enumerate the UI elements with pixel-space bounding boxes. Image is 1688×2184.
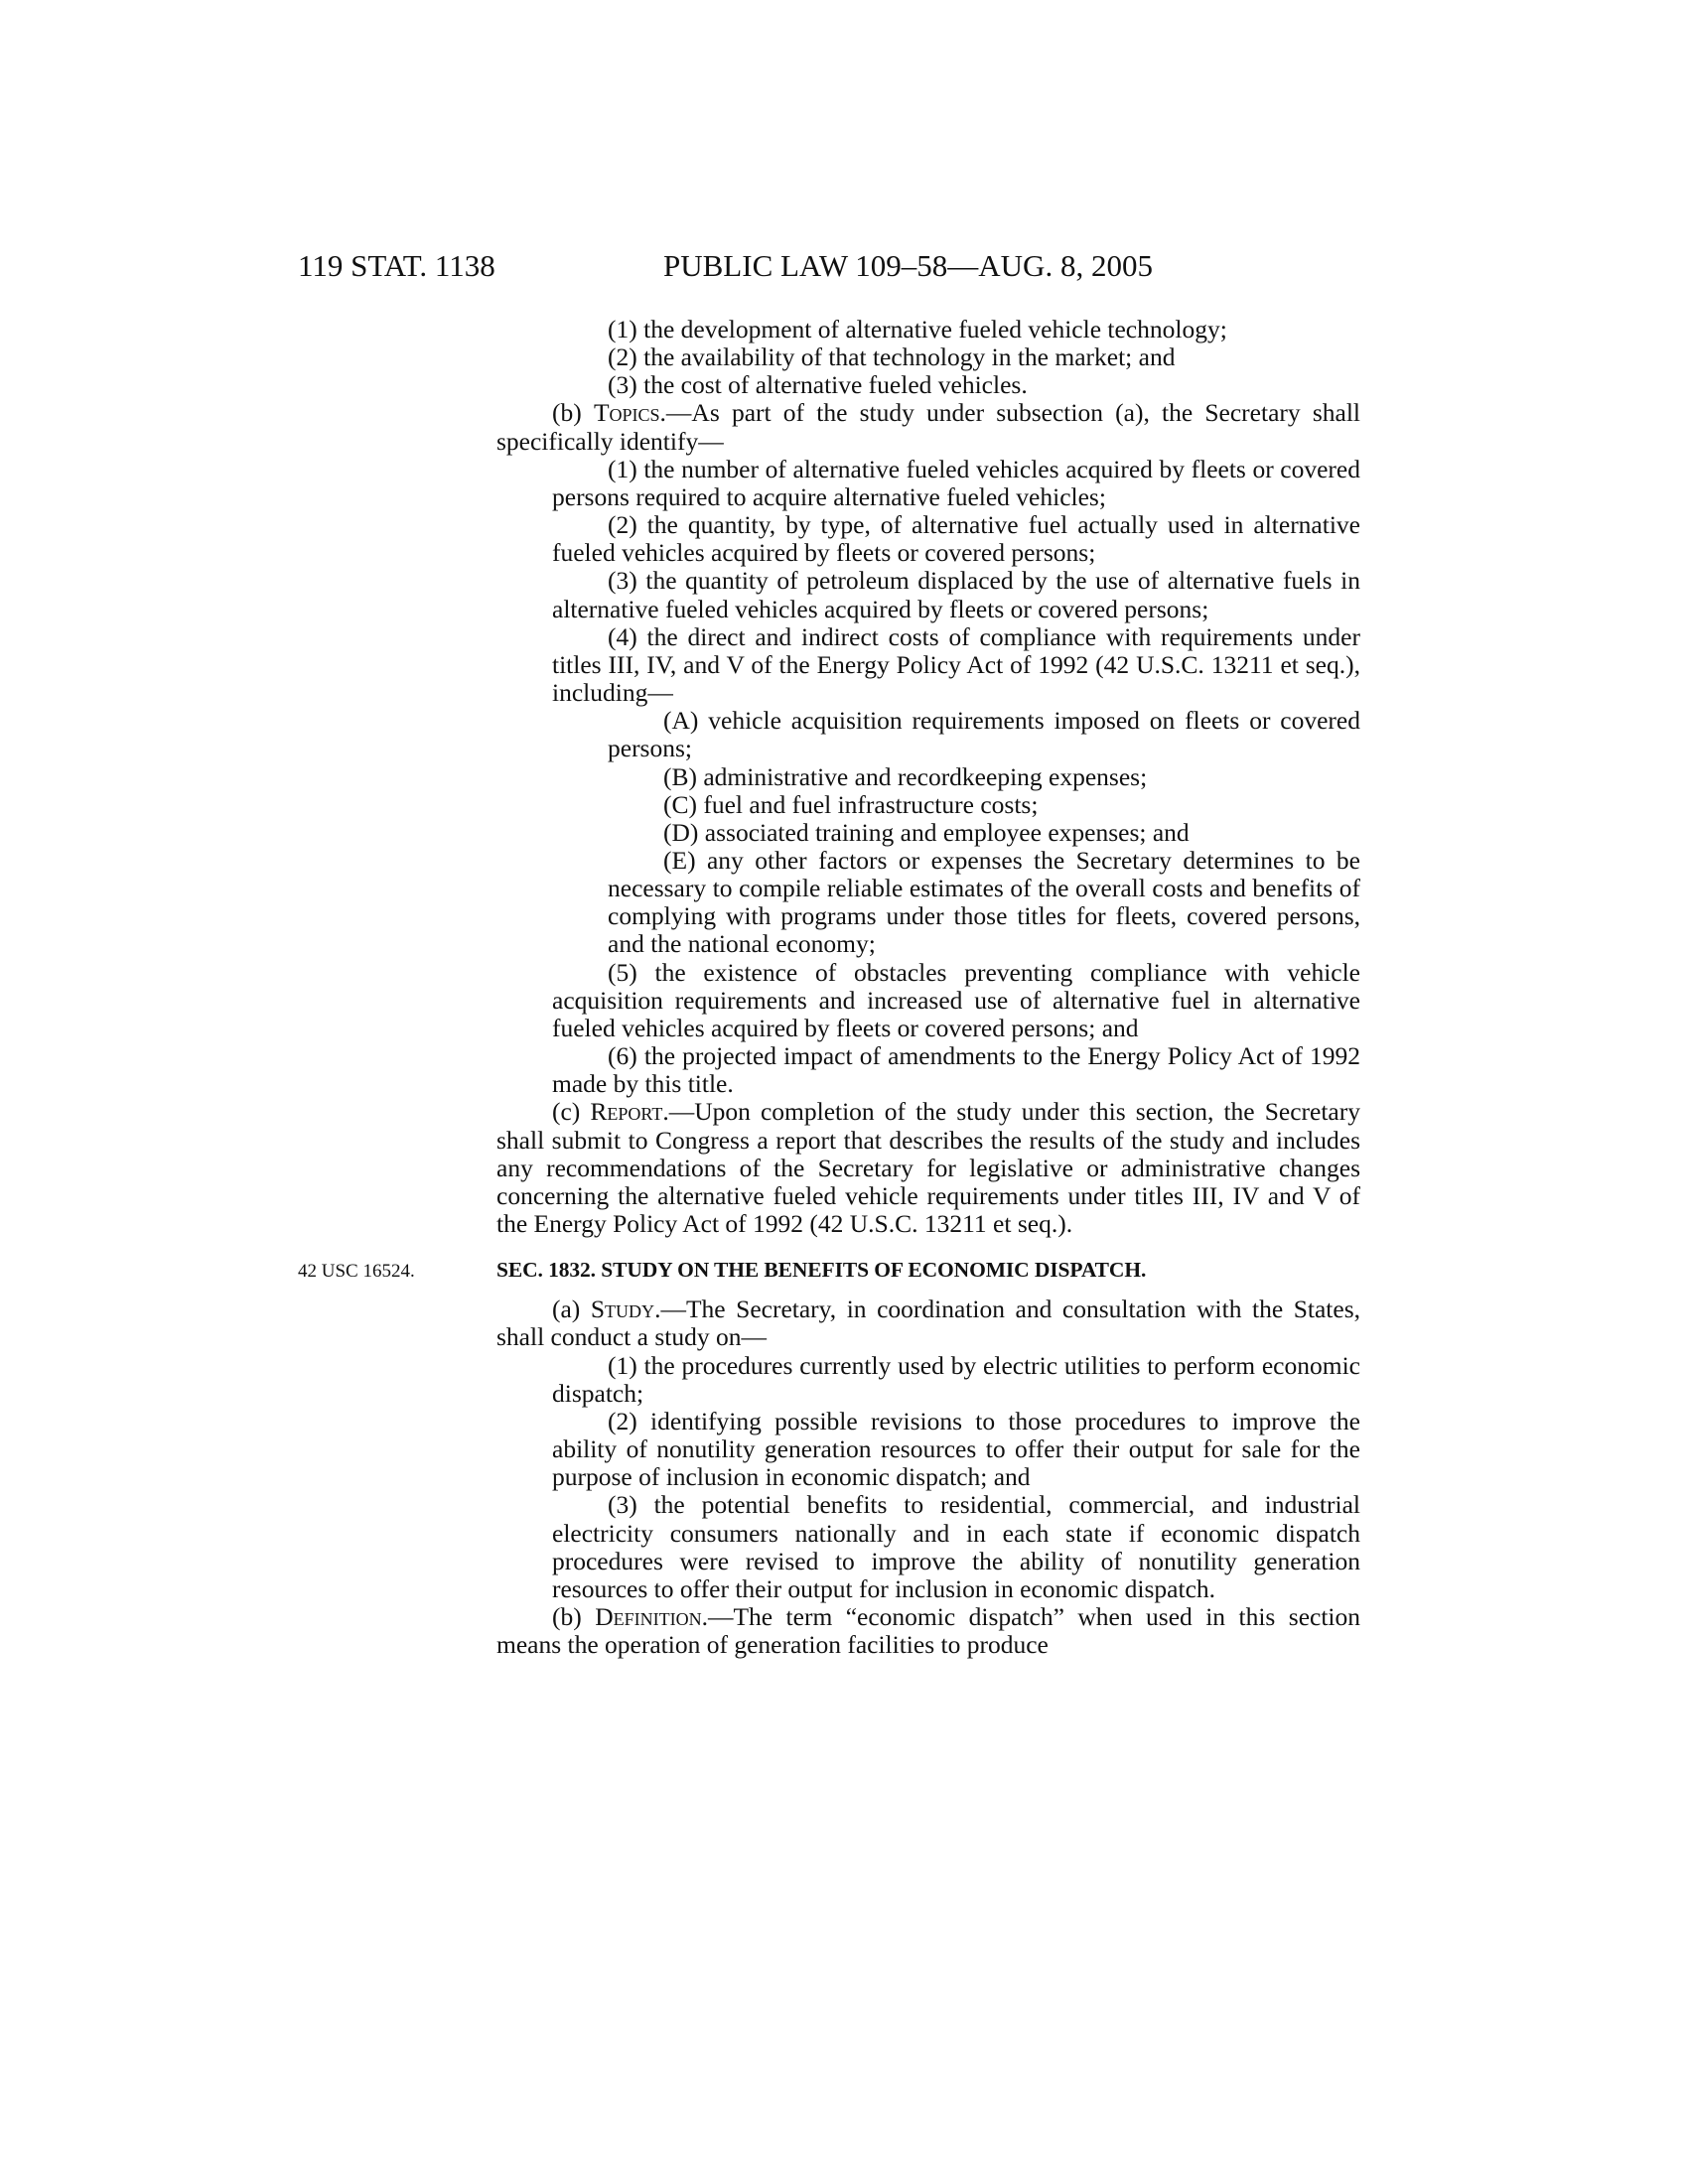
paragraph: (E) any other factors or expenses the Secretary determines to be necessary to compile reliable estimates of the overall costs and benefits of complying with programs under those titles for fleets, covered persons, and the national economy; xyxy=(608,845,1360,959)
paragraph-text: The term “economic dispatch” when used in this section means the operation of generation facilities to produce xyxy=(496,1602,1361,1660)
paragraph: (D) associated training and employee expenses; and xyxy=(663,817,1190,847)
subsection-prefix: (a) xyxy=(552,1295,591,1324)
paragraph: (A) vehicle acquisition requirements imposed on fleets or covered persons; xyxy=(608,706,1360,763)
paragraph: (3) the potential benefits to residential, commercial, and industrial electricity consumers nationally and in each state if economic dispatch procedures were revised to improve the ability of nonutility generation resources to offer their output for inclusion in economic dispatch. xyxy=(552,1490,1360,1603)
running-header: PUBLIC LAW 109–58—AUG. 8, 2005 xyxy=(663,248,1153,283)
paragraph: (3) the quantity of petroleum displaced by the use of alternative fuels in alternative fueled vehicles acquired by fleets or covered persons; xyxy=(552,566,1360,623)
statute-page-number: 119 STAT. 1138 xyxy=(298,248,495,283)
paragraph: (2) identifying possible revisions to those procedures to improve the ability of nonutility generation resources to offer their output for sale for the purpose of inclusion in economic dispatch; and xyxy=(552,1406,1360,1492)
paragraph: (6) the projected impact of amendments to the Energy Policy Act of 1992 made by this title. xyxy=(552,1041,1360,1099)
dash: .— xyxy=(662,1097,695,1127)
paragraph-text: Upon completion of the study under this section, the Secretary shall submit to Congress a report that describes the results of the study and includes any recommendations of the Secretary for legislative or administrative changes concerning the alternative fueled vehicle requirements under titles III, IV and V of the Energy Policy Act of 1992 (42 U.S.C. 13211 et seq.). xyxy=(496,1097,1360,1238)
subsection-label: Topics xyxy=(593,398,660,428)
subsection-prefix: (b) xyxy=(552,1602,596,1632)
paragraph-text: As part of the study under subsection (a), the Secretary shall specifically identify— xyxy=(496,398,1360,456)
dash: .— xyxy=(701,1602,734,1632)
paragraph: (2) the quantity, by type, of alternative fuel actually used in alternative fueled vehicles acquired by fleets or covered persons; xyxy=(552,510,1360,568)
section-heading-block xyxy=(298,1256,1360,1284)
section-heading: SEC. 1832. STUDY ON THE BENEFITS OF ECONOMIC DISPATCH. xyxy=(496,1258,1147,1283)
paragraph: (4) the direct and indirect costs of compliance with requirements under titles III, IV, and V of the Energy Policy Act of 1992 (42 U.S.C. 13211 et seq.), including— xyxy=(552,621,1360,708)
dash: .— xyxy=(654,1295,686,1324)
paragraph-text: The Secretary, in coordination and consultation with the States, shall conduct a study on— xyxy=(496,1295,1361,1352)
paragraph-study xyxy=(496,1296,1360,1351)
subsection-prefix: (c) xyxy=(552,1097,591,1127)
subsection-label: Definition xyxy=(595,1602,702,1632)
paragraph-topics xyxy=(496,399,1360,455)
paragraph: (1) the development of alternative fueled vehicle technology; xyxy=(608,315,1227,343)
paragraph: (C) fuel and fuel infrastructure costs; xyxy=(663,789,1039,819)
paragraph: (B) administrative and recordkeeping expenses; xyxy=(663,761,1148,791)
document-body xyxy=(298,315,1361,1660)
paragraph: (2) the availability of that technology in the market; and xyxy=(608,342,1176,372)
paragraph: (3) the cost of alternative fueled vehicles. xyxy=(608,370,1028,400)
subsection-label: Report xyxy=(590,1097,663,1127)
paragraph-report xyxy=(496,1098,1360,1238)
paragraph: (1) the procedures currently used by electric utilities to perform economic dispatch; xyxy=(552,1350,1360,1408)
paragraph: (5) the existence of obstacles preventing compliance with vehicle acquisition requirements and increased use of alternative fuel in alternative fueled vehicles acquired by fleets or covered persons; and xyxy=(552,957,1360,1042)
paragraph-definition xyxy=(496,1603,1360,1659)
subsection-prefix: (b) xyxy=(552,398,594,428)
paragraph: (1) the number of alternative fueled vehicles acquired by fleets or covered persons required to acquire alternative fueled vehicles; xyxy=(552,454,1360,511)
subsection-label: Study xyxy=(590,1295,655,1324)
dash: .— xyxy=(659,398,692,428)
margin-citation: 42 USC 16524. xyxy=(298,1261,415,1283)
